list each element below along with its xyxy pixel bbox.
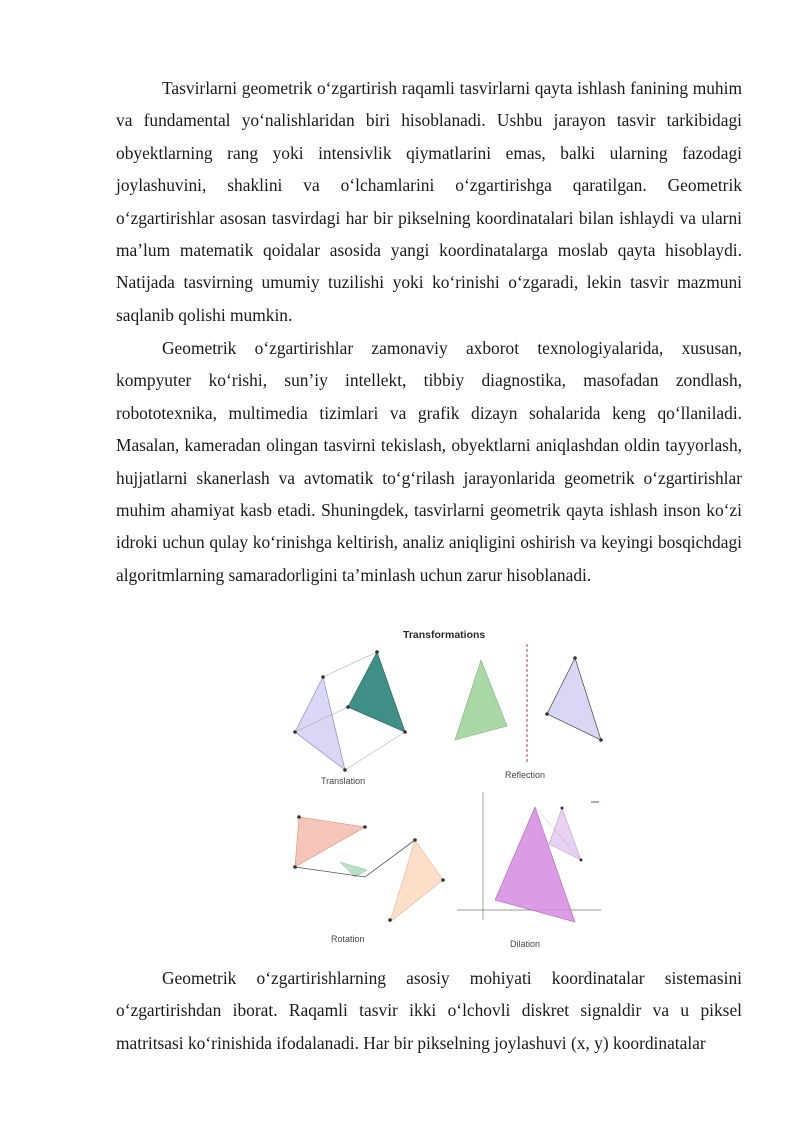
vertex-point bbox=[441, 878, 445, 882]
rotation-original-triangle bbox=[295, 817, 365, 867]
vertex-point bbox=[545, 712, 549, 716]
vertex-point bbox=[346, 705, 350, 709]
paragraph-intro: Tasvirlarni geometrik o‘zgartirish raqamli tasvirlarni qayta ishlash fanining muhim va fundamental yo‘nalishlaridan biri hisoblanadi. Ushbu jarayon tasvir tarkibidagi obyektlarning rang yoki intensivlik qiymatlarini emas, balki ularning fazodagi joylashuvini, shaklini va o‘lchamlarini o‘zgartirishga qaratilgan. Geometrik o‘zgartirishlar asosan tasvirdagi har bir pikselning koordinatalari bilan ishlaydi va ularni ma’lum matematik qoidalar asosida yangi koordinatalarga moslab qayta hisoblaydi. Natijada tasvirning umumiy tuzilishi yoki ko‘rinishi o‘zgaradi, lekin tasvir mazmuni saqlanib qolishi mumkin. bbox=[116, 78, 742, 325]
vertex-point bbox=[413, 838, 417, 842]
reflection-image-triangle bbox=[547, 658, 601, 740]
reflection-panel bbox=[455, 644, 603, 780]
reflection-original-triangle bbox=[455, 660, 507, 740]
rotation-label: Rotation bbox=[331, 934, 365, 944]
rotation-panel bbox=[293, 815, 445, 944]
figure-title: Transformations bbox=[403, 629, 486, 641]
dilation-label: Dilation bbox=[510, 939, 541, 949]
vertex-point bbox=[561, 807, 564, 810]
vertex-point bbox=[297, 815, 301, 819]
vertex-point bbox=[388, 918, 392, 922]
translation-label: Translation bbox=[321, 776, 366, 786]
vertex-point bbox=[293, 865, 297, 869]
translation-original-triangle bbox=[295, 677, 345, 770]
paragraph-coordinates: Geometrik o‘zgartirishlarning asosiy mohiyati koordinatalar sistemasini o‘zgartirishdan iborat. Raqamli tasvir ikki o‘lchovli diskret signaldir va u piksel matritsasi ko‘rinishida ifodalanadi. Har bir pikselning joylashuvi (x, y) koordinatalar bbox=[116, 968, 742, 1053]
vertex-point bbox=[343, 768, 347, 772]
vertex-point bbox=[573, 656, 577, 660]
rotation-center-triangle bbox=[340, 862, 367, 877]
transformations-figure bbox=[285, 622, 615, 952]
vertex-point bbox=[599, 738, 603, 742]
translation-panel bbox=[293, 650, 407, 786]
transformations-diagram bbox=[285, 622, 615, 952]
dilation-panel bbox=[457, 792, 601, 949]
vertex-point bbox=[580, 859, 583, 862]
translation-vector-line bbox=[345, 732, 405, 770]
dilation-small-triangle bbox=[549, 808, 581, 860]
vertex-point bbox=[363, 825, 367, 829]
vertex-point bbox=[321, 675, 325, 679]
vertex-point bbox=[403, 730, 407, 734]
paragraph-applications: Geometrik o‘zgartirishlar zamonaviy axborot texnologiyalarida, xususan, kompyuter ko‘rishi, sun’iy intellekt, tibbiy diagnostika, masofadan zondlash, robototexnika, multimedia tizimlari va grafik dizayn sohalarida keng qo‘llaniladi. Masalan, kameradan olingan tasvirni tekislash, obyektlarni aniqlashdan oldin tayyorlash, hujjatlarni skanerlash va avtomatik to‘g‘rilash jarayonlarida geometrik o‘zgartirishlar muhim ahamiyat kasb etadi. Shuningdek, tasvirlarni geometrik qayta ishlash inson ko‘zi idroki uchun qulay ko‘rinishga keltirish, analiz aniqligini oshirish va keyingi bosqichdagi algoritmlarning samaradorligini ta’minlash uchun zarur hisoblanadi. bbox=[116, 338, 742, 585]
vertex-point bbox=[375, 650, 379, 654]
vertex-point bbox=[293, 730, 297, 734]
reflection-label: Reflection bbox=[505, 770, 546, 780]
translation-moved-triangle bbox=[348, 652, 405, 732]
